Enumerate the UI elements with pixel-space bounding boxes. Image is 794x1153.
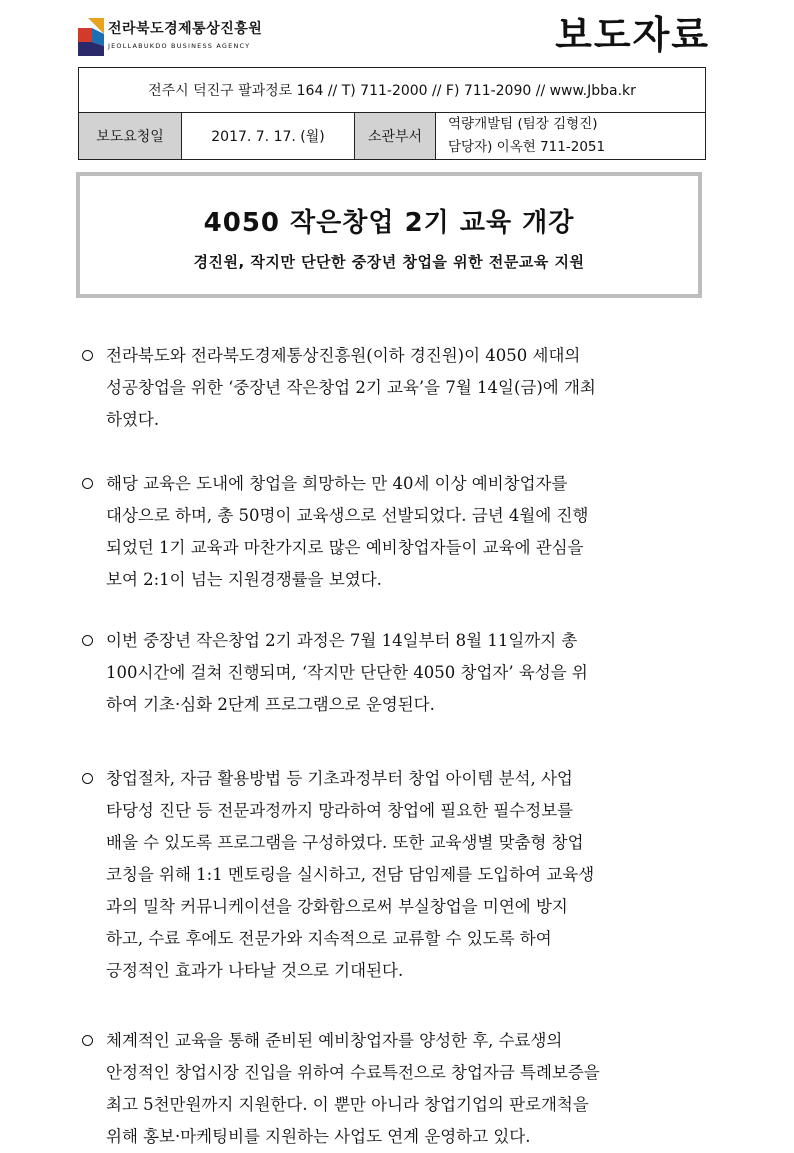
paragraph-line: 최고 5천만원까지 지원한다. 이 뿐만 아니라 창업기업의 판로개척을 xyxy=(106,1095,589,1114)
paragraph-line: 성공창업을 위한 ‘중장년 작은창업 2기 교육’을 7월 14일(금)에 개최 xyxy=(106,378,596,397)
paragraph-line: 안정적인 창업시장 진입을 위하여 수료특전으로 창업자금 특례보증을 xyxy=(106,1063,600,1082)
release-date: 2017. 7. 17. (월) xyxy=(182,113,355,160)
department-info xyxy=(436,113,706,160)
circle-bullet-icon xyxy=(82,478,93,489)
paragraph-line: 창업절차, 자금 활용방법 등 기초과정부터 창업 아이템 분석, 사업 xyxy=(106,769,573,788)
paragraph-line: 체계적인 교육을 통해 준비된 예비창업자를 양성한 후, 수료생의 xyxy=(106,1031,563,1050)
circle-bullet-icon xyxy=(82,773,93,784)
paragraph-line: 하고, 수료 후에도 전문가와 지속적으로 교류할 수 있도록 하여 xyxy=(106,929,552,948)
headline-box xyxy=(76,172,702,298)
paragraph-line: 타당성 진단 등 전문과정까지 망라하여 창업에 필요한 필수정보를 xyxy=(106,801,574,820)
paragraph-line: 보여 2:1이 넘는 지원경쟁률을 보였다. xyxy=(106,570,382,589)
paragraph xyxy=(80,763,720,987)
paragraph-line: 이번 중장년 작은창업 2기 과정은 7월 14일부터 8월 11일까지 총 xyxy=(106,631,578,650)
release-date-label: 보도요청일 xyxy=(79,113,182,160)
department-team: 역량개발팀 (팀장 김형진) xyxy=(448,116,598,132)
paragraph-line: 긍정적인 효과가 나타날 것으로 기대된다. xyxy=(106,961,404,980)
org-logo-mark-icon xyxy=(76,16,106,56)
paragraph-line: 100시간에 걸쳐 진행되며, ‘작지만 단단한 4050 창업자’ 육성을 위 xyxy=(106,663,588,682)
article-body xyxy=(80,340,720,1153)
circle-bullet-icon xyxy=(82,1035,93,1046)
paragraph-line: 하였다. xyxy=(106,410,160,429)
org-name-kr: 전라북도경제통상진흥원 xyxy=(108,21,263,37)
paragraph-line: 코칭을 위해 1:1 멘토링을 실시하고, 전담 담임제를 도입하여 교육생 xyxy=(106,865,595,884)
paragraph-line: 위해 홍보·마케팅비를 지원하는 사업도 연계 운영하고 있다. xyxy=(106,1127,531,1146)
org-logo xyxy=(76,16,276,64)
paragraph-line: 배울 수 있도록 프로그램을 구성하였다. 또한 교육생별 맞춤형 창업 xyxy=(106,833,584,852)
department-label: 소관부서 xyxy=(355,113,436,160)
paragraph xyxy=(80,1025,720,1153)
circle-bullet-icon xyxy=(82,350,93,361)
paragraph-line: 전라북도와 전라북도경제통상진흥원(이하 경진원)이 4050 세대의 xyxy=(106,346,581,365)
main-title: 4050 작은창업 2기 교육 개강 xyxy=(203,208,575,238)
paragraph xyxy=(80,468,720,596)
paragraph-line: 하여 기초·심화 2단계 프로그램으로 운영된다. xyxy=(106,695,435,714)
paragraph-line: 되었던 1기 교육과 마찬가지로 많은 예비창업자들이 교육에 관심을 xyxy=(106,538,584,557)
paragraph-line: 해당 교육은 도내에 창업을 희망하는 만 40세 이상 예비창업자를 xyxy=(106,474,568,493)
paragraph-line: 대상으로 하며, 총 50명이 교육생으로 선발되었다. 금년 4월에 진행 xyxy=(106,506,589,525)
paragraph xyxy=(80,340,720,436)
document-type-title: 보도자료 xyxy=(555,13,710,57)
paragraph xyxy=(80,625,720,721)
sub-title: 경진원, 작지만 단단한 중장년 창업을 위한 전문교육 지원 xyxy=(193,253,585,271)
release-info-table xyxy=(78,67,706,160)
contact-info: 전주시 덕진구 팔과정로 164 // T) 711-2000 // F) 711-2090 // www.Jbba.kr xyxy=(79,68,706,113)
org-name-en: JEOLLABUKDO BUSINESS AGENCY xyxy=(108,42,251,50)
paragraph-line: 과의 밀착 커뮤니케이션을 강화함으로써 부실창업을 미연에 방지 xyxy=(106,897,568,916)
circle-bullet-icon xyxy=(82,635,93,646)
department-contact: 담당자) 이옥현 711-2051 xyxy=(448,139,606,155)
